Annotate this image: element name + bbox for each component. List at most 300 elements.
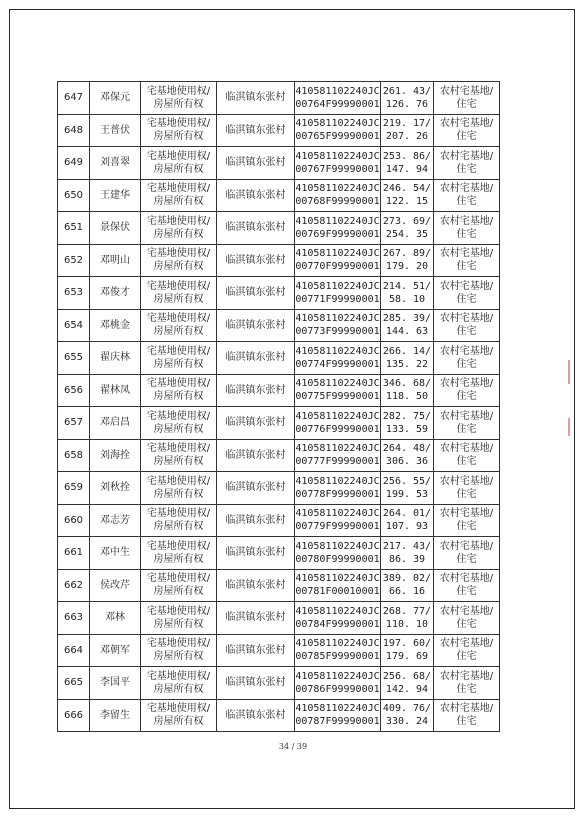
land-use-cell — [434, 244, 500, 277]
land-use-line: 住宅 — [456, 683, 477, 695]
area-cell — [381, 439, 434, 472]
area-line: 306. 36 — [385, 456, 429, 468]
area-line: 264. 01/ — [382, 508, 432, 520]
parcel-code-cell — [295, 472, 381, 505]
owner-name-cell: 邓俊才 — [90, 277, 141, 310]
row-number-cell: 661 — [58, 537, 90, 570]
owner-name-cell: 邓明山 — [90, 244, 141, 277]
area-line: 389. 02/ — [382, 573, 432, 585]
area-line: 330. 24 — [385, 716, 429, 728]
owner-name-cell: 翟庆林 — [90, 342, 141, 375]
right-type-line: 房屋所有权 — [153, 391, 204, 403]
parcel-code-line: 00771F99990001 — [295, 293, 380, 305]
area-line: 253. 86/ — [382, 150, 432, 162]
parcel-code-line: 00768F99990001 — [295, 196, 380, 208]
right-type-line: 宅基地使用权/ — [146, 508, 211, 520]
parcel-code-cell — [295, 147, 381, 180]
right-type-line: 房屋所有权 — [153, 163, 204, 175]
area-cell — [381, 537, 434, 570]
location-cell: 临淇镇东张村 — [217, 179, 295, 212]
row-number-cell: 660 — [58, 504, 90, 537]
parcel-code-line: 410581102240JC — [295, 670, 380, 682]
area-line: 179. 69 — [385, 651, 429, 663]
row-number-cell: 656 — [58, 374, 90, 407]
parcel-code-cell — [295, 179, 381, 212]
right-type-line: 房屋所有权 — [153, 293, 204, 305]
right-type-cell — [141, 309, 217, 342]
land-use-line: 农村宅基地/ — [439, 150, 494, 162]
parcel-code-line: 00767F99990001 — [295, 163, 380, 175]
land-use-line: 农村宅基地/ — [439, 670, 494, 682]
table-row — [58, 179, 500, 212]
area-line: 268. 77/ — [382, 605, 432, 617]
right-type-cell — [141, 342, 217, 375]
table-row — [58, 407, 500, 440]
land-use-line: 农村宅基地/ — [439, 85, 494, 97]
right-type-cell — [141, 407, 217, 440]
area-line: 256. 68/ — [382, 670, 432, 682]
area-cell — [381, 179, 434, 212]
edge-stamp-mark — [568, 360, 570, 384]
parcel-code-line: 410581102240JC — [295, 215, 380, 227]
owner-name-cell: 邓启昌 — [90, 407, 141, 440]
parcel-code-cell — [295, 244, 381, 277]
area-line: 147. 94 — [385, 163, 429, 175]
land-use-cell — [434, 309, 500, 342]
area-cell — [381, 114, 434, 147]
table-body — [58, 82, 500, 732]
area-line: 246. 54/ — [382, 183, 432, 195]
land-use-cell — [434, 699, 500, 732]
right-type-line: 宅基地使用权/ — [146, 378, 211, 390]
land-use-line: 住宅 — [456, 196, 477, 208]
area-line: 256. 55/ — [382, 475, 432, 487]
area-line: 179. 20 — [385, 261, 429, 273]
table-row — [58, 439, 500, 472]
right-type-cell — [141, 82, 217, 115]
right-type-line: 房屋所有权 — [153, 586, 204, 598]
area-line: 285. 39/ — [382, 313, 432, 325]
parcel-code-cell — [295, 82, 381, 115]
table-row — [58, 82, 500, 115]
parcel-code-line: 00777F99990001 — [295, 456, 380, 468]
land-use-cell — [434, 602, 500, 635]
table-row — [58, 212, 500, 245]
area-line: 219. 17/ — [382, 118, 432, 130]
parcel-code-cell — [295, 602, 381, 635]
row-number-cell: 653 — [58, 277, 90, 310]
location-cell: 临淇镇东张村 — [217, 244, 295, 277]
land-use-line: 农村宅基地/ — [439, 573, 494, 585]
right-type-line: 房屋所有权 — [153, 358, 204, 370]
owner-name-cell: 李留生 — [90, 699, 141, 732]
parcel-code-line: 410581102240JC — [295, 183, 380, 195]
parcel-code-line: 410581102240JC — [295, 150, 380, 162]
right-type-line: 房屋所有权 — [153, 326, 204, 338]
land-use-line: 住宅 — [456, 228, 477, 240]
area-line: 86. 39 — [388, 553, 426, 565]
right-type-line: 房屋所有权 — [153, 261, 204, 273]
right-type-line: 房屋所有权 — [153, 716, 204, 728]
row-number-cell: 649 — [58, 147, 90, 180]
area-line: 133. 59 — [385, 423, 429, 435]
land-use-cell — [434, 212, 500, 245]
area-cell — [381, 504, 434, 537]
area-line: 264. 48/ — [382, 443, 432, 455]
table-row — [58, 244, 500, 277]
right-type-line: 宅基地使用权/ — [146, 118, 211, 130]
land-use-line: 住宅 — [456, 98, 477, 110]
owner-name-cell: 王建华 — [90, 179, 141, 212]
right-type-line: 宅基地使用权/ — [146, 85, 211, 97]
land-use-line: 农村宅基地/ — [439, 215, 494, 227]
parcel-code-cell — [295, 504, 381, 537]
right-type-cell — [141, 439, 217, 472]
area-cell — [381, 472, 434, 505]
parcel-code-line: 410581102240JC — [295, 313, 380, 325]
area-line: 126. 76 — [385, 98, 429, 110]
right-type-line: 宅基地使用权/ — [146, 410, 211, 422]
land-use-line: 农村宅基地/ — [439, 638, 494, 650]
location-cell: 临淇镇东张村 — [217, 147, 295, 180]
parcel-code-cell — [295, 699, 381, 732]
land-use-line: 农村宅基地/ — [439, 378, 494, 390]
right-type-cell — [141, 472, 217, 505]
owner-name-cell: 刘喜翠 — [90, 147, 141, 180]
area-line: 197. 60/ — [382, 638, 432, 650]
area-cell — [381, 407, 434, 440]
location-cell: 临淇镇东张村 — [217, 342, 295, 375]
location-cell: 临淇镇东张村 — [217, 407, 295, 440]
row-number-cell: 659 — [58, 472, 90, 505]
parcel-code-line: 410581102240JC — [295, 573, 380, 585]
table-row — [58, 342, 500, 375]
land-use-line: 住宅 — [456, 293, 477, 305]
right-type-line: 宅基地使用权/ — [146, 475, 211, 487]
parcel-code-line: 410581102240JC — [295, 118, 380, 130]
right-type-cell — [141, 602, 217, 635]
property-rights-table — [57, 81, 500, 732]
area-cell — [381, 342, 434, 375]
right-type-line: 房屋所有权 — [153, 521, 204, 533]
area-line: 58. 10 — [388, 293, 426, 305]
land-use-line: 农村宅基地/ — [439, 345, 494, 357]
parcel-code-line: 00781F00010001 — [295, 586, 380, 598]
right-type-line: 宅基地使用权/ — [146, 638, 211, 650]
area-cell — [381, 374, 434, 407]
right-type-line: 宅基地使用权/ — [146, 443, 211, 455]
right-type-cell — [141, 374, 217, 407]
right-type-line: 宅基地使用权/ — [146, 605, 211, 617]
area-line: 261. 43/ — [382, 85, 432, 97]
parcel-code-line: 410581102240JC — [295, 638, 380, 650]
parcel-code-line: 410581102240JC — [295, 703, 380, 715]
land-use-line: 农村宅基地/ — [439, 475, 494, 487]
right-type-cell — [141, 277, 217, 310]
area-line: 282. 75/ — [382, 410, 432, 422]
owner-name-cell: 刘海拴 — [90, 439, 141, 472]
location-cell: 临淇镇东张村 — [217, 114, 295, 147]
owner-name-cell: 王普伏 — [90, 114, 141, 147]
parcel-code-cell — [295, 374, 381, 407]
area-line: 144. 63 — [385, 326, 429, 338]
parcel-code-cell — [295, 667, 381, 700]
owner-name-cell: 刘秋拴 — [90, 472, 141, 505]
land-use-line: 住宅 — [456, 586, 477, 598]
owner-name-cell: 翟林凤 — [90, 374, 141, 407]
location-cell: 临淇镇东张村 — [217, 472, 295, 505]
row-number-cell: 663 — [58, 602, 90, 635]
land-use-cell — [434, 147, 500, 180]
location-cell: 临淇镇东张村 — [217, 667, 295, 700]
row-number-cell: 666 — [58, 699, 90, 732]
right-type-line: 房屋所有权 — [153, 228, 204, 240]
right-type-line: 房屋所有权 — [153, 196, 204, 208]
area-line: 207. 26 — [385, 131, 429, 143]
edge-stamp-mark — [568, 418, 570, 436]
location-cell: 临淇镇东张村 — [217, 309, 295, 342]
parcel-code-line: 410581102240JC — [295, 280, 380, 292]
row-number-cell: 648 — [58, 114, 90, 147]
land-use-line: 住宅 — [456, 553, 477, 565]
table-row — [58, 114, 500, 147]
location-cell: 临淇镇东张村 — [217, 439, 295, 472]
parcel-code-line: 410581102240JC — [295, 248, 380, 260]
row-number-cell: 647 — [58, 82, 90, 115]
land-use-line: 农村宅基地/ — [439, 118, 494, 130]
land-use-cell — [434, 569, 500, 602]
land-use-cell — [434, 504, 500, 537]
parcel-code-line: 00787F99990001 — [295, 716, 380, 728]
parcel-code-line: 00764F99990001 — [295, 98, 380, 110]
land-use-cell — [434, 439, 500, 472]
area-cell — [381, 212, 434, 245]
land-use-line: 农村宅基地/ — [439, 248, 494, 260]
row-number-cell: 658 — [58, 439, 90, 472]
table-row — [58, 309, 500, 342]
location-cell: 临淇镇东张村 — [217, 374, 295, 407]
land-use-line: 住宅 — [456, 261, 477, 273]
area-line: 266. 14/ — [382, 345, 432, 357]
parcel-code-line: 00784F99990001 — [295, 618, 380, 630]
area-cell — [381, 244, 434, 277]
area-cell — [381, 667, 434, 700]
table-row — [58, 699, 500, 732]
right-type-cell — [141, 699, 217, 732]
land-use-cell — [434, 407, 500, 440]
land-use-line: 住宅 — [456, 521, 477, 533]
owner-name-cell: 邓林 — [90, 602, 141, 635]
table-row — [58, 537, 500, 570]
right-type-cell — [141, 212, 217, 245]
land-use-line: 住宅 — [456, 131, 477, 143]
land-use-line: 农村宅基地/ — [439, 410, 494, 422]
parcel-code-cell — [295, 309, 381, 342]
parcel-code-line: 00765F99990001 — [295, 131, 380, 143]
location-cell: 临淇镇东张村 — [217, 634, 295, 667]
parcel-code-line: 00780F99990001 — [295, 553, 380, 565]
parcel-code-line: 00779F99990001 — [295, 521, 380, 533]
area-line: 110. 10 — [385, 618, 429, 630]
page-number: 34 / 39 — [278, 742, 308, 751]
right-type-line: 宅基地使用权/ — [146, 540, 211, 552]
parcel-code-line: 00769F99990001 — [295, 228, 380, 240]
right-type-cell — [141, 667, 217, 700]
table-row — [58, 667, 500, 700]
land-use-line: 住宅 — [456, 618, 477, 630]
land-use-line: 住宅 — [456, 488, 477, 500]
parcel-code-line: 410581102240JC — [295, 443, 380, 455]
area-line: 254. 35 — [385, 228, 429, 240]
area-line: 217. 43/ — [382, 540, 432, 552]
land-use-line: 住宅 — [456, 456, 477, 468]
right-type-line: 宅基地使用权/ — [146, 280, 211, 292]
area-cell — [381, 277, 434, 310]
right-type-line: 房屋所有权 — [153, 131, 204, 143]
location-cell: 临淇镇东张村 — [217, 82, 295, 115]
land-use-line: 住宅 — [456, 651, 477, 663]
area-line: 214. 51/ — [382, 280, 432, 292]
right-type-line: 房屋所有权 — [153, 488, 204, 500]
owner-name-cell: 李国平 — [90, 667, 141, 700]
area-line: 199. 53 — [385, 488, 429, 500]
right-type-line: 宅基地使用权/ — [146, 345, 211, 357]
right-type-line: 宅基地使用权/ — [146, 183, 211, 195]
right-type-line: 宅基地使用权/ — [146, 703, 211, 715]
parcel-code-cell — [295, 439, 381, 472]
location-cell: 临淇镇东张村 — [217, 504, 295, 537]
area-line: 122. 15 — [385, 196, 429, 208]
location-cell: 临淇镇东张村 — [217, 602, 295, 635]
area-line: 273. 69/ — [382, 215, 432, 227]
land-use-cell — [434, 277, 500, 310]
land-use-line: 住宅 — [456, 391, 477, 403]
land-use-cell — [434, 634, 500, 667]
land-use-line: 住宅 — [456, 326, 477, 338]
land-use-line: 农村宅基地/ — [439, 508, 494, 520]
area-cell — [381, 634, 434, 667]
land-use-line: 农村宅基地/ — [439, 280, 494, 292]
location-cell: 临淇镇东张村 — [217, 277, 295, 310]
right-type-cell — [141, 634, 217, 667]
parcel-code-line: 00785F99990001 — [295, 651, 380, 663]
area-line: 346. 68/ — [382, 378, 432, 390]
parcel-code-cell — [295, 114, 381, 147]
table-row — [58, 602, 500, 635]
area-cell — [381, 309, 434, 342]
table-row — [58, 569, 500, 602]
right-type-line: 房屋所有权 — [153, 651, 204, 663]
owner-name-cell: 邓桃金 — [90, 309, 141, 342]
area-cell — [381, 82, 434, 115]
table-row — [58, 147, 500, 180]
parcel-code-line: 410581102240JC — [295, 410, 380, 422]
land-use-cell — [434, 667, 500, 700]
land-use-line: 住宅 — [456, 163, 477, 175]
parcel-code-cell — [295, 537, 381, 570]
area-line: 107. 93 — [385, 521, 429, 533]
row-number-cell: 654 — [58, 309, 90, 342]
parcel-code-line: 410581102240JC — [295, 345, 380, 357]
area-line: 409. 76/ — [382, 703, 432, 715]
parcel-code-line: 00773F99990001 — [295, 326, 380, 338]
right-type-line: 宅基地使用权/ — [146, 573, 211, 585]
right-type-line: 房屋所有权 — [153, 98, 204, 110]
right-type-cell — [141, 244, 217, 277]
parcel-code-line: 410581102240JC — [295, 540, 380, 552]
owner-name-cell: 邓志芳 — [90, 504, 141, 537]
right-type-line: 房屋所有权 — [153, 423, 204, 435]
right-type-cell — [141, 179, 217, 212]
parcel-code-cell — [295, 342, 381, 375]
right-type-cell — [141, 147, 217, 180]
row-number-cell: 665 — [58, 667, 90, 700]
row-number-cell: 652 — [58, 244, 90, 277]
row-number-cell: 651 — [58, 212, 90, 245]
land-use-line: 农村宅基地/ — [439, 605, 494, 617]
land-use-line: 农村宅基地/ — [439, 313, 494, 325]
parcel-code-cell — [295, 407, 381, 440]
right-type-cell — [141, 504, 217, 537]
row-number-cell: 664 — [58, 634, 90, 667]
location-cell: 临淇镇东张村 — [217, 569, 295, 602]
area-line: 135. 22 — [385, 358, 429, 370]
parcel-code-line: 410581102240JC — [295, 508, 380, 520]
owner-name-cell: 邓中生 — [90, 537, 141, 570]
right-type-line: 房屋所有权 — [153, 683, 204, 695]
parcel-code-cell — [295, 634, 381, 667]
area-line: 267. 89/ — [382, 248, 432, 260]
land-use-line: 住宅 — [456, 716, 477, 728]
area-cell — [381, 602, 434, 635]
land-use-cell — [434, 374, 500, 407]
owner-name-cell: 邓保元 — [90, 82, 141, 115]
area-line: 142. 94 — [385, 683, 429, 695]
right-type-cell — [141, 537, 217, 570]
area-cell — [381, 569, 434, 602]
right-type-line: 宅基地使用权/ — [146, 670, 211, 682]
land-use-cell — [434, 179, 500, 212]
location-cell: 临淇镇东张村 — [217, 537, 295, 570]
parcel-code-line: 00786F99990001 — [295, 683, 380, 695]
land-use-cell — [434, 114, 500, 147]
parcel-code-line: 410581102240JC — [295, 605, 380, 617]
table-row — [58, 634, 500, 667]
parcel-code-line: 00774F99990001 — [295, 358, 380, 370]
row-number-cell: 650 — [58, 179, 90, 212]
right-type-cell — [141, 569, 217, 602]
right-type-line: 房屋所有权 — [153, 618, 204, 630]
row-number-cell: 657 — [58, 407, 90, 440]
owner-name-cell: 侯改芹 — [90, 569, 141, 602]
land-use-line: 农村宅基地/ — [439, 443, 494, 455]
right-type-line: 宅基地使用权/ — [146, 215, 211, 227]
right-type-line: 房屋所有权 — [153, 456, 204, 468]
parcel-code-line: 410581102240JC — [295, 475, 380, 487]
owner-name-cell: 邓朝军 — [90, 634, 141, 667]
right-type-line: 宅基地使用权/ — [146, 248, 211, 260]
land-use-line: 住宅 — [456, 423, 477, 435]
land-use-line: 农村宅基地/ — [439, 540, 494, 552]
parcel-code-line: 00778F99990001 — [295, 488, 380, 500]
land-use-cell — [434, 472, 500, 505]
owner-name-cell: 景保伏 — [90, 212, 141, 245]
area-cell — [381, 699, 434, 732]
table-row — [58, 277, 500, 310]
area-cell — [381, 147, 434, 180]
land-use-line: 农村宅基地/ — [439, 703, 494, 715]
row-number-cell: 662 — [58, 569, 90, 602]
